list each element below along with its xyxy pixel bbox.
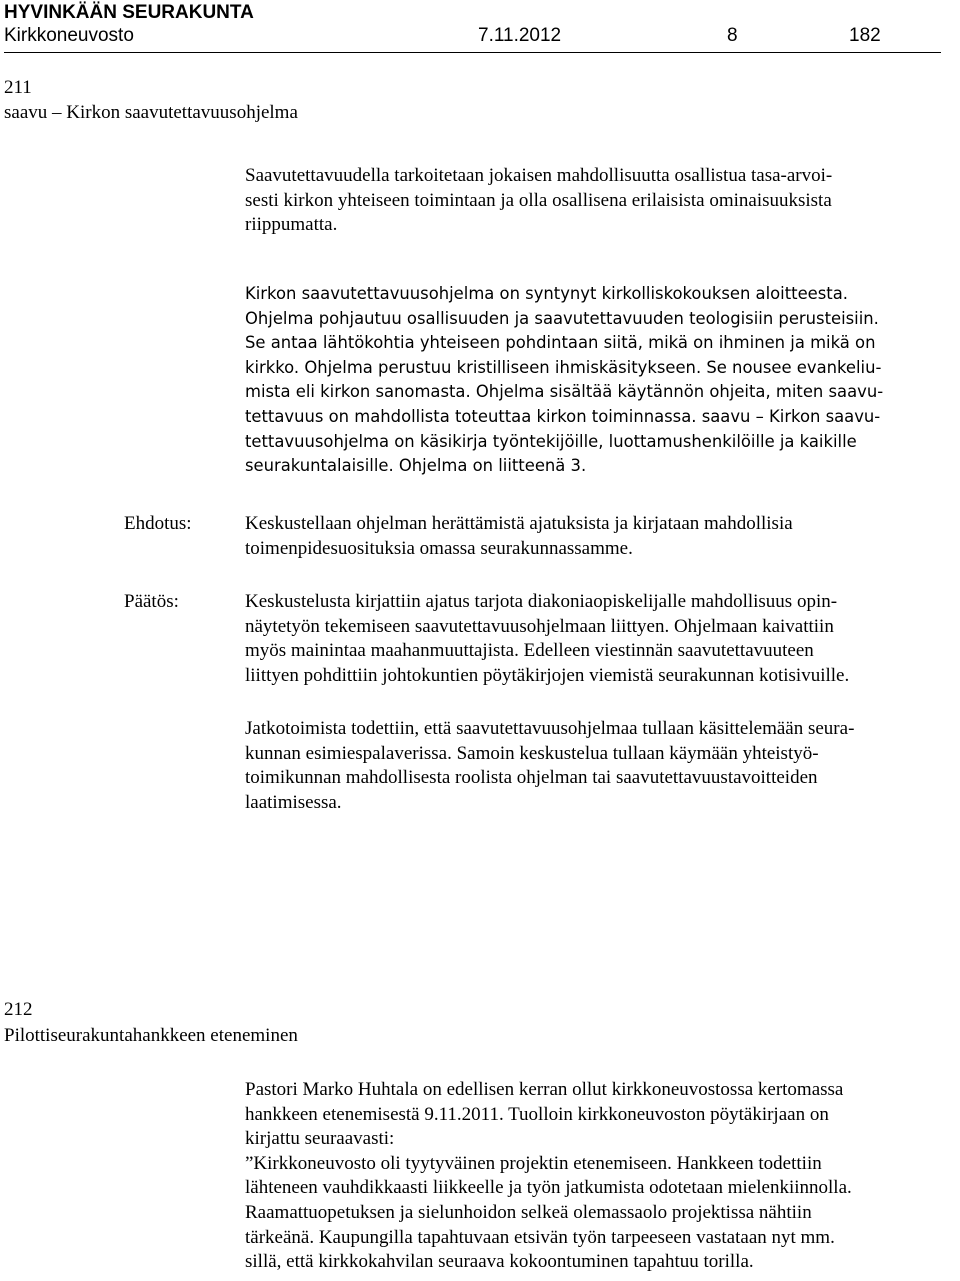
text-line: sillä, että kirkkokahvilan seuraava kokoontuminen tapahtuu torilla. [245,1251,754,1273]
page-number: 8 [727,25,738,46]
text-line: Raamattuopetuksen ja sielunhoidon selkeä olemassaolo projektissa nähtiin [245,1201,812,1223]
section-page-number: 182 [849,25,881,46]
text-line: myös mainintaa maahanmuuttajista. Edelleen viestinnän saavutettavuuteen [245,640,814,662]
text-line: ”Kirkkoneuvosto oli tyytyväinen projektin etenemiseen. Hankkeen todettiin [245,1152,822,1174]
text-line: Keskustellaan ohjelman herättämistä ajatuksista ja kirjataan mahdollisia [245,513,793,534]
text-line: hankkeen etenemisestä 9.11.2011. Tuolloin kirkkoneuvoston pöytäkirjaan on [245,1103,829,1125]
meeting-date: 7.11.2012 [478,25,562,46]
text-line: Pastori Marko Huhtala on edellisen kerran ollut kirkkoneuvostossa kertomassa [245,1079,844,1100]
text-line: Keskustelusta kirjattiin ajatus tarjota diakoniaopiskelijalle mahdollisuus opin- [245,591,838,612]
followup-text [245,717,960,815]
text-line: näytetyön tekemiseen saavutettavuusohjelmaan liittyen. Ohjelmaan kaivattiin [245,615,834,637]
section-number: 211 [4,77,32,98]
header-divider [4,52,941,53]
text-line: Jatkotoimista todettiin, että saavutettavuusohjelmaa tullaan käsittelemään seura- [245,718,855,739]
proposal-text [245,512,960,561]
text-line: toimikunnan mahdollisesta roolista ohjelman tai saavutettavuustavoitteiden [245,767,818,789]
text-line: sesti kirkon yhteiseen toimintaan ja olla osallisena erilaisista ominaisuuksista [245,189,832,211]
section-title: Pilottiseurakuntahankkeen eteneminen [4,1025,298,1046]
decision-text [245,590,960,688]
section-body [245,1078,960,1275]
section-title: saavu – Kirkon saavutettavuusohjelma [4,102,298,123]
text-line: mista eli kirkon sanomasta. Ohjelma sisältää käytännön ohjeita, miten saavu- [245,382,884,402]
text-line: toimenpidesuosituksia omassa seurakunnassamme. [245,537,633,559]
text-line: riippumatta. [245,214,338,236]
section-number: 212 [4,999,33,1020]
text-line: kirjattu seuraavasti: [245,1128,395,1150]
text-line: lähteneen vauhdikkaasti liikkeelle ja työn jatkumista odotetaan mielenkiinnolla. [245,1177,852,1199]
text-line: tettavuus on mahdollista toteuttaa kirkon toiminnassa. saavu – Kirkon saavu- [245,406,881,426]
text-line: Saavutettavuudella tarkoitetaan jokaisen mahdollisuutta osallistua tasa-arvoi- [245,165,833,186]
section-intro [245,164,960,238]
text-line: liittyen pohdittiin johtokuntien pöytäkirjojen viemistä seurakunnan kotisivuille. [245,664,850,686]
text-line: Kirkon saavutettavuusohjelma on syntynyt kirkolliskokouksen aloitteesta. [245,284,848,303]
section-body [245,282,960,479]
text-line: Se antaa lähtökohtia yhteiseen pohdintaan siitä, mikä on ihminen ja mikä on [245,333,876,353]
text-line: tärkeänä. Kaupungilla tapahtuvaan etsivän työn tarpeeseen vastataan nyt mm. [245,1226,835,1248]
text-line: laatimisessa. [245,791,342,813]
meeting-body: Kirkkoneuvosto [4,25,134,46]
text-line: seurakuntalaisille. Ohjelma on liitteenä 3. [245,456,587,476]
text-line: kunnan esimiespalaverissa. Samoin keskustelua tullaan käymään yhteistyö- [245,742,819,764]
organization-name: HYVINKÄÄN SEURAKUNTA [4,2,254,23]
decision-label: Päätös: [124,591,179,612]
proposal-label: Ehdotus: [124,513,192,534]
text-line: Ohjelma pohjautuu osallisuuden ja saavutettavuuden teologisiin perusteisiin. [245,308,879,328]
text-line: kirkko. Ohjelma perustuu kristilliseen ihmiskäsitykseen. Se nousee evankeliu- [245,357,882,377]
text-line: tettavuusohjelma on käsikirja työntekijöille, luottamushenkilöille ja kaikille [245,431,857,451]
